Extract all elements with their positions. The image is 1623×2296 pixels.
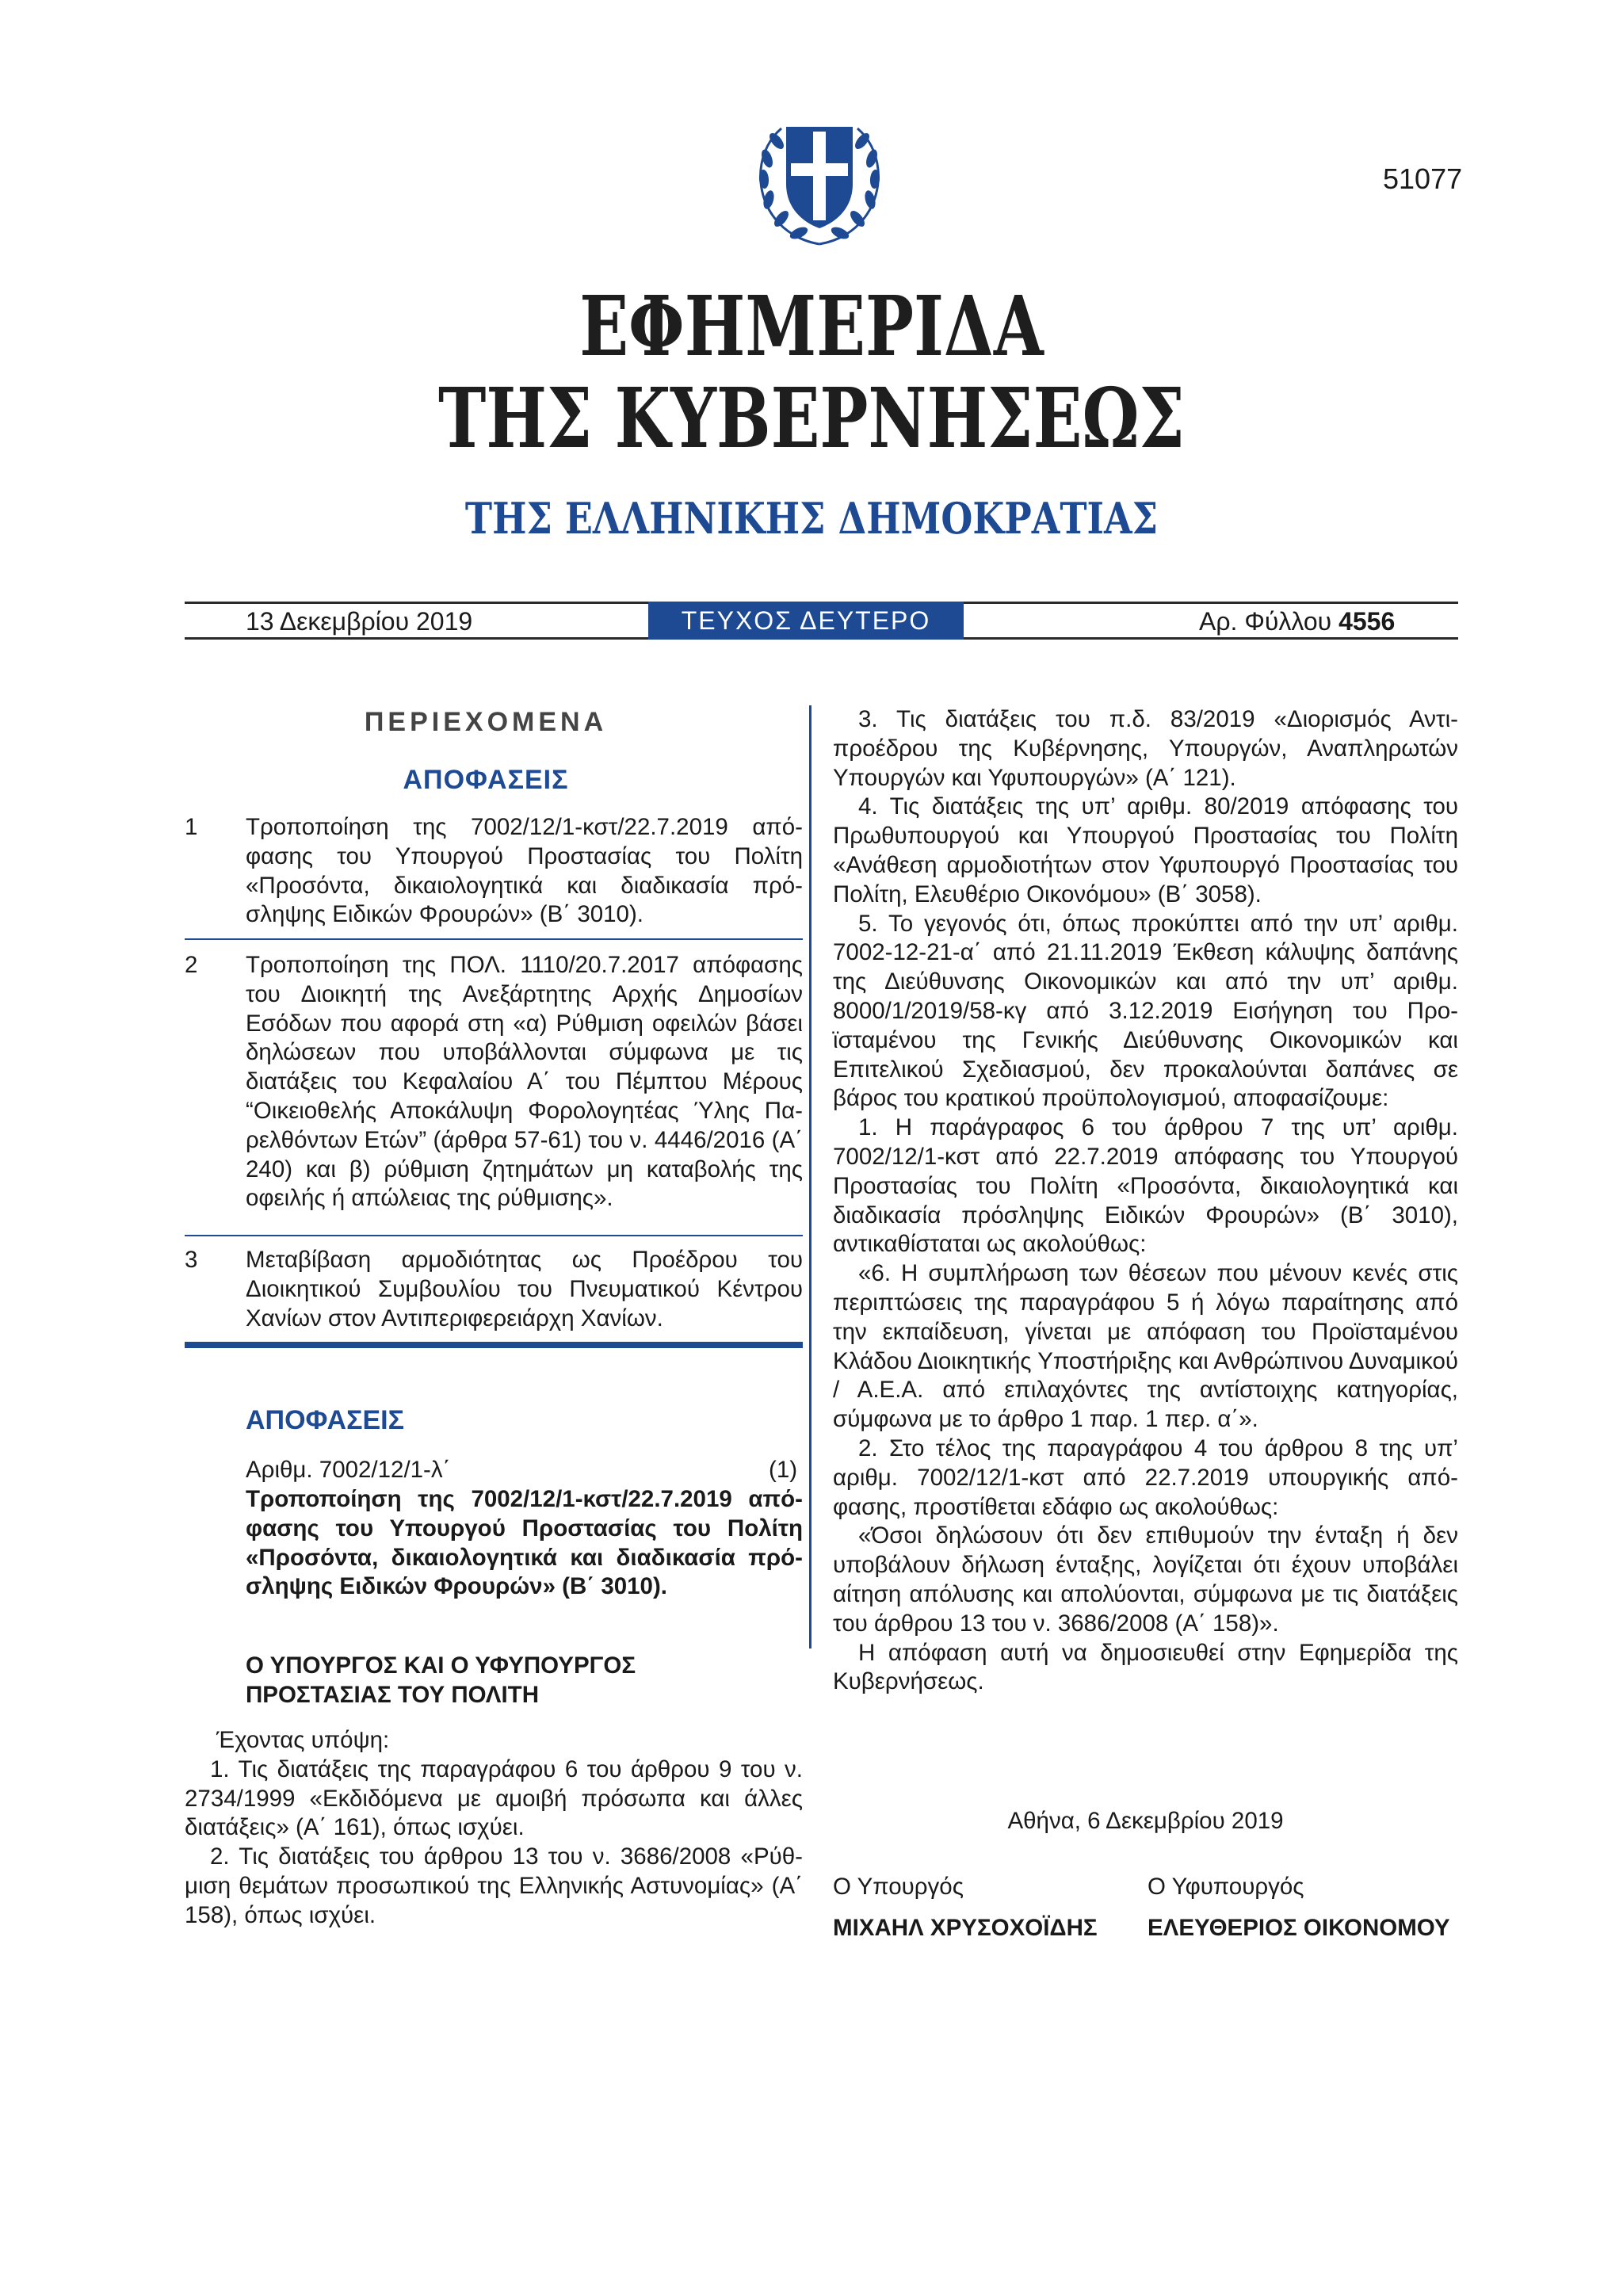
decisions-heading: ΑΠΟΦΑΣΕΙΣ <box>246 1405 405 1435</box>
paragraph: «Όσοι δηλώσουν ότι δεν επιθυμούν την ένταξη ή δεν υποβάλουν δήλωση ένταξης, λογίζεται ότι έχουν υποβάλει αίτηση απόλυσης και απολύονται, σύμφωνα με τις διατάξεις του άρθρου 13 του ν. 3686/2008 (Α΄ 158)». <box>833 1522 1458 1637</box>
signatory-name: ΜΙΧΑΗΛ ΧΡΥΣΟΧΟΪΔΗΣ <box>833 1915 1098 1941</box>
ministers-heading-line1: Ο ΥΠΟΥΡΓΟΣ ΚΑΙ Ο ΥΦΥΠΟΥΡΓΟΣ <box>246 1652 636 1679</box>
paragraph: Η απόφαση αυτή να δημοσιευθεί στην Εφημερίδα της Κυβερνήσεως. <box>833 1639 1458 1695</box>
decision-title: Τροποποίηση της 7002/12/1-κστ/22.7.2019 απόφασης του Υπουργού Προστασίας του Πολίτη «Προσόντα, δικαιολογητικά και διαδικασία πρόσληψης Ειδικών Φρουρών» (Β΄ 3010). <box>246 1486 803 1600</box>
sheet-number-value: 4556 <box>1338 607 1396 636</box>
page-number: 51077 <box>1383 162 1463 195</box>
issue-date: 13 Δεκεμβρίου 2019 <box>246 607 473 636</box>
toc-item-text: Τροποποίηση της 7002/12/1-κστ/22.7.2019 απόφασης του Υπουργού Προστασίας του Πολίτη «Προσόντα, δικαιολογητικά και διαδικασία πρόσληψης Ειδικών Φρουρών» (Β΄ 3010). <box>246 814 803 928</box>
toc-separator <box>185 938 803 940</box>
toc-separator <box>185 1235 803 1236</box>
toc-subheading: ΑΠΟΦΑΣΕΙΣ <box>403 765 569 795</box>
paragraph: 5. Το γεγονός ότι, όπως προκύπτει από την υπ’ αριθμ. 7002-12-21-α΄ από 21.11.2019 Έκθεση κάλυψης δαπάνης της Διεύθυνσης Οικονομικών και από την υπ’ αριθμ. 8000/1/2019/58-κγ από 3.12.2019 Εισήγηση του Προϊσταμένου της Γενικής Διεύθυνσης Οικονομικών και Επιτελικού Σχεδιασμού, δεν προκαλούνται δαπάνες σε βάρος του κρατικού προϋπολογισμού, αποφασίζουμε: <box>833 910 1458 1112</box>
paragraph: 2. Τις διατάξεις του άρθρου 13 του ν. 3686/2008 «Ρύθμιση θεμάτων προσωπικού της Ελληνικής Αστυνομίας» (Α΄ 158), όπως ισχύει. <box>185 1843 803 1928</box>
toc-item-text: Τροποποίηση της ΠΟΛ. 1110/20.7.2017 απόφασης του Διοικητή της Ανεξάρτητης Αρχής Δημοσίων Εσόδων που αφορά στη «α) Ρύθμιση οφειλών βάσει δηλώσεων που υποβάλλονται σύμφωνα με τις διατάξεις του Κεφαλαίου Α΄ του Πέμπτου Μέρους “Οικειοθελής Αποκάλυψη Φορολογητέας Ύλης Παρελθόντων Ετών” (άρθρα 57-61) του ν. 4446/2016 (Α΄ 240) και β) ρύθμιση ζητημάτων μη καταβολής της οφειλής ή απώλειας της ρύθμισης». <box>246 952 803 1212</box>
toc-item-number: 2 <box>185 952 198 978</box>
sheet-number-label: Αρ. Φύλλου <box>1199 607 1332 636</box>
greek-coat-of-arms-icon <box>750 111 889 250</box>
toc-heading: ΠΕΡΙΕΧΟΜΕΝΑ <box>364 707 608 737</box>
paragraph: 1. Η παράγραφος 6 του άρθρου 7 της υπ’ αριθμ. 7002/12/1-κστ από 22.7.2019 απόφασης του Υπουργού Προστασίας του Πολίτη «Προσόντα, δικαιολογητικά και διαδικασία πρόσληψης Ειδικών Φρουρών» (Β΄ 3010), αντικαθίσταται ως ακολούθως: <box>833 1114 1458 1258</box>
signatory-role: Ο Υπουργός <box>833 1874 964 1900</box>
right-column-body <box>833 705 1458 1697</box>
toc-end-rule <box>185 1342 803 1348</box>
left-column-body <box>185 1726 803 1931</box>
paragraph: 1. Τις διατάξεις της παραγράφου 6 του άρθρου 9 του ν. 2734/1999 «Εκδιδόμενα με αμοιβή πρόσωπα και άλλες διατάξεις» (Α΄ 161), όπως ισχύει. <box>185 1755 803 1841</box>
paragraph: Έχοντας υπόψη: <box>216 1727 390 1753</box>
paragraph: 4. Τις διατάξεις της υπ’ αριθμ. 80/2019 απόφασης του Πρωθυπουργού και Υπουργού Προστασίας του Πολίτη «Ανάθεση αρμοδιοτήτων στον Υφυπουργό Προστασίας του Πολίτη, Ελευθέριο Οικονόμου» (Β΄ 3058). <box>833 793 1458 907</box>
toc-item-number: 3 <box>185 1247 198 1273</box>
signatory-name: ΕΛΕΥΘΕΡΙΟΣ ΟΙΚΟΝΟΜΟΥ <box>1148 1915 1450 1941</box>
signatory-role: Ο Υφυπουργός <box>1148 1874 1304 1900</box>
toc-item-text: Μεταβίβαση αρμοδιότητας ως Προέδρου του Διοικητικού Συμβουλίου του Πνευματικού Κέντρου Χανίων στον Αντιπεριφερειάρχη Χανίων. <box>246 1247 803 1331</box>
sheet-number <box>1199 606 1395 636</box>
ministers-heading <box>246 1652 803 1710</box>
decision-number: Αριθμ. 7002/12/1-λ΄ <box>246 1457 451 1483</box>
decision-sequence: (1) <box>769 1457 798 1483</box>
masthead-title-line1: ΕΦΗΜΕΡΙΔΑ <box>579 277 1044 375</box>
toc-item-number: 1 <box>185 814 198 840</box>
paragraph: 2. Στο τέλος της παραγράφου 4 του άρθρου 8 της υπ’ αριθμ. 7002/12/1-κστ από 22.7.2019 υπουργικής απόφασης, προστίθεται εδάφιο ως ακολούθως: <box>833 1435 1458 1520</box>
paragraph: «6. Η συμπλήρωση των θέσεων που μένουν κενές στις περιπτώσεις της παραγράφου 5 ή λόγω παραίτησης από την εκπαίδευση, γίνεται με απόφαση του Προϊσταμένου Κλάδου Διοικητικής Υποστήριξης και Ανθρώπινου Δυναμικού / Α.Ε.Α. από επιλαχόντες της αντίστοιχης κατηγορίας, σύμφωνα με το άρθρο 1 παρ. 1 περ. α΄». <box>833 1260 1458 1433</box>
paragraph: 3. Τις διατάξεις του π.δ. 83/2019 «Διορισμός Αντιπροέδρου της Κυβέρνησης, Υπουργών, Αναπληρωτών Υπουργών και Υφυπουργών» (Α΄ 121). <box>833 706 1458 791</box>
column-divider <box>809 705 812 1648</box>
masthead-title-line2: ΤΗΣ ΚΥΒΕΡΝΗΣΕΩΣ <box>438 369 1185 467</box>
issue-series-badge: ΤΕΥΧΟΣ ΔΕΥΤΕΡΟ <box>648 602 964 640</box>
masthead-subtitle: ΤΗΣ ΕΛΛΗΝΙΚΗΣ ΔΗΜΟΚΡΑΤΙΑΣ <box>464 493 1159 544</box>
ministers-heading-line2: ΠΡΟΣΤΑΣΙΑΣ ΤΟΥ ΠΟΛΙΤΗ <box>246 1681 540 1708</box>
place-date: Αθήνα, 6 Δεκεμβρίου 2019 <box>1007 1808 1284 1834</box>
